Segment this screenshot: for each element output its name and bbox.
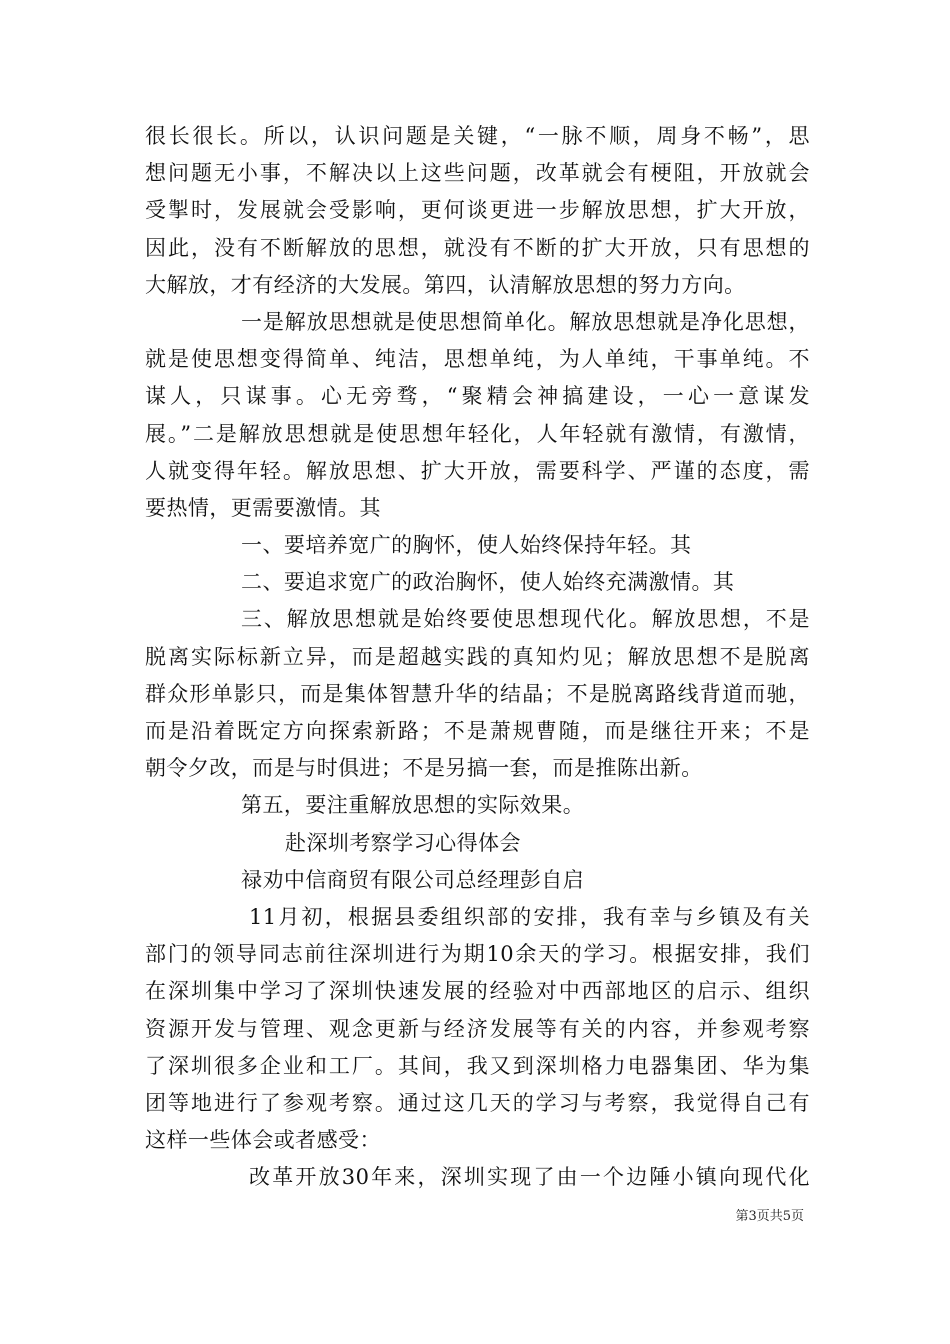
body-text bbox=[145, 118, 810, 1196]
text-line: 要热情，更需要激情。其 bbox=[145, 495, 381, 520]
text-line: 而是沿着既定方向探索新路；不是萧规曹随，而是继往开来；不是 bbox=[145, 719, 810, 743]
text-line: 想问题无小事，不解决以上这些问题，改革就会有梗阻，开放就会 bbox=[145, 161, 810, 186]
text-line: 这样一些体会或者感受： bbox=[145, 1128, 381, 1153]
text-line: 受掣时，发展就会受影响，更何谈更进一步解放思想，扩大开放， bbox=[145, 198, 810, 223]
text-line: 谋人，只谋事。心无旁骛，“聚精会神搞建设，一心一意谋发 bbox=[145, 384, 810, 409]
article-title: 赴深圳考察学习心得体会 bbox=[285, 830, 521, 855]
text-line: 朝令夕改，而是与时俱进；不是另搞一套，而是推陈出新。 bbox=[145, 756, 703, 781]
text-line: 脱离实际标新立异，而是超越实践的真知灼见；解放思想不是脱离 bbox=[145, 644, 810, 669]
section-heading: 第五，要注重解放思想的实际效果。 bbox=[241, 793, 585, 818]
text-line: 很长很长。所以，认识问题是关键，“一脉不顺，周身不畅”，思 bbox=[145, 124, 810, 148]
text-line: 了深圳很多企业和工厂。其间，我又到深圳格力电器集团、华为集 bbox=[145, 1053, 810, 1078]
text-line: 团等地进行了参观考察。通过这几天的学习与考察，我觉得自己有 bbox=[145, 1090, 810, 1115]
text-line: 部门的领导同志前往深圳进行为期10余天的学习。根据安排，我们 bbox=[145, 942, 810, 967]
text-line: 在深圳集中学习了深圳快速发展的经验对中西部地区的启示、组织 bbox=[145, 979, 810, 1004]
list-item: 一、要培养宽广的胸怀，使人始终保持年轻。其 bbox=[241, 533, 692, 558]
text-line: 群众形单影只，而是集体智慧升华的结晶；不是脱离路线背道而驰， bbox=[145, 681, 810, 706]
text-line: 资源开发与管理、观念更新与经济发展等有关的内容，并参观考察 bbox=[145, 1016, 810, 1041]
page-number: 第3页共5页 bbox=[735, 1209, 804, 1224]
paragraph-start: 改革开放30年来，深圳实现了由一个边陲小镇向现代化 bbox=[249, 1165, 810, 1190]
list-item: 三、解放思想就是始终要使思想现代化。解放思想，不是 bbox=[241, 607, 810, 632]
paragraph-start: 一是解放思想就是使思想简单化。解放思想就是净化思想， bbox=[241, 309, 810, 334]
text-line: 因此，没有不断解放的思想，就没有不断的扩大开放，只有思想的 bbox=[145, 235, 810, 260]
text-line: 大解放，才有经济的大发展。第四，认清解放思想的努力方向。 bbox=[145, 272, 746, 297]
article-author: 禄劝中信商贸有限公司总经理彭自启 bbox=[241, 867, 585, 892]
list-item: 二、要追求宽广的政治胸怀，使人始终充满激情。其 bbox=[241, 570, 735, 595]
text-line: 展。”二是解放思想就是使思想年轻化，人年轻就有激情，有激情， bbox=[145, 421, 810, 446]
text-line: 就是使思想变得简单、纯洁，思想单纯，为人单纯，干事单纯。不 bbox=[145, 347, 810, 372]
paragraph-start: 11月初，根据县委组织部的安排，我有幸与乡镇及有关 bbox=[249, 904, 810, 929]
text-line: 人就变得年轻。解放思想、扩大开放，需要科学、严谨的态度，需 bbox=[145, 458, 810, 483]
